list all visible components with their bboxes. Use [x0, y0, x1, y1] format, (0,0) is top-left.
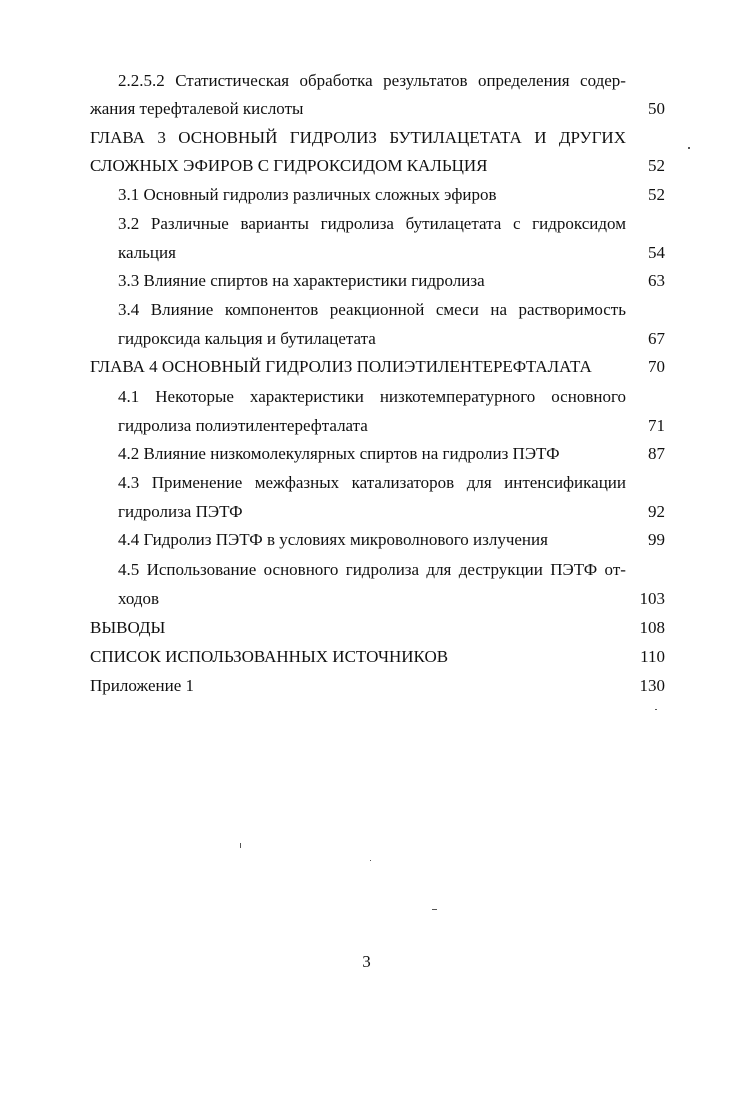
scan-speck	[370, 860, 371, 861]
word: гидролиза	[345, 560, 420, 579]
toc-entry-chapter-4: ГЛАВА 4 ОСНОВНЫЙ ГИДРОЛИЗ ПОЛИЭТИЛЕНТЕРЕФТАЛАТА	[90, 357, 592, 376]
toc-page-number: 130	[639, 676, 665, 695]
word: 2.2.5.2	[118, 71, 165, 90]
toc-entry-3-3: 3.3 Влияние спиртов на характеристики гидролиза	[118, 271, 485, 290]
word: результатов	[383, 71, 468, 90]
toc-page-number: 108	[639, 618, 665, 637]
word: 4.1	[118, 387, 140, 406]
word: гидролиза	[320, 214, 394, 233]
word: компонентов	[224, 300, 319, 319]
toc-entry-3-2-line1	[118, 214, 626, 234]
scan-speck	[240, 843, 241, 848]
word: ГИДРОЛИЗ	[289, 128, 377, 147]
word: ПЭТФ	[550, 560, 598, 579]
toc-page-number: 50	[648, 99, 665, 118]
word: от-	[604, 560, 626, 579]
toc-page-number: 99	[648, 530, 665, 549]
toc-page-number: 70	[648, 357, 665, 376]
scan-speck	[688, 147, 690, 149]
word: Применение	[151, 473, 243, 492]
word: 3.4	[118, 300, 140, 319]
word: Статистическая	[175, 71, 290, 90]
word: деструкции	[458, 560, 543, 579]
word: интенсификации	[504, 473, 626, 492]
toc-entry-references: СПИСОК ИСПОЛЬЗОВАННЫХ ИСТОЧНИКОВ	[90, 647, 449, 666]
word: катализаторов	[351, 473, 455, 492]
word: для	[426, 560, 452, 579]
toc-entry-4-5-line2: ходов	[118, 589, 160, 608]
toc-entry-4-2: 4.2 Влияние низкомолекулярных спиртов на гидролиз ПЭТФ	[118, 444, 560, 463]
word: содер-	[580, 71, 626, 90]
toc-entry-conclusions: ВЫВОДЫ	[90, 618, 166, 637]
word: Использование	[146, 560, 257, 579]
word: 4.5	[118, 560, 140, 579]
word: на	[490, 300, 507, 319]
toc-entry-2-2-5-2-line2: жания терефталевой кислоты	[90, 99, 304, 118]
word: растворимость	[518, 300, 626, 319]
toc-page-number: 71	[648, 416, 665, 435]
toc-entry-chapter-3-line2: СЛОЖНЫХ ЭФИРОВ С ГИДРОКСИДОМ КАЛЬЦИЯ	[90, 156, 488, 175]
toc-entry-4-4: 4.4 Гидролиз ПЭТФ в условиях микроволнового излучения	[118, 530, 548, 549]
toc-entry-3-4-line2: гидроксида кальция и бутилацетата	[118, 329, 376, 348]
toc-page-number: 110	[640, 647, 665, 666]
word: низкотемпературного	[379, 387, 536, 406]
word: ДРУГИХ	[558, 128, 626, 147]
toc-entry-3-2-line2: кальция	[118, 243, 176, 262]
word: бутилацетата	[405, 214, 502, 233]
scan-speck	[432, 909, 437, 910]
word: реакционной	[329, 300, 425, 319]
word: для	[466, 473, 492, 492]
word: Влияние	[150, 300, 214, 319]
word: с	[512, 214, 521, 233]
word: основного	[263, 560, 339, 579]
word: гидроксидом	[532, 214, 626, 233]
toc-page-number: 54	[648, 243, 665, 262]
page-number: 3	[362, 952, 371, 971]
toc-entry-3-4-line1	[118, 300, 626, 320]
toc-entry-chapter-3-line1	[90, 128, 626, 148]
word: варианты	[240, 214, 309, 233]
word: И	[534, 128, 547, 147]
toc-page-number: 92	[648, 502, 665, 521]
toc-entry-4-3-line2: гидролиза ПЭТФ	[118, 502, 243, 521]
toc-entry-4-1-line1	[118, 387, 626, 407]
toc-page-number: 103	[639, 589, 665, 608]
word: смеси	[435, 300, 479, 319]
toc-entry-4-1-line2: гидролиза полиэтилентерефталата	[118, 416, 368, 435]
toc-entry-4-3-line1	[118, 473, 626, 493]
toc-entry-2-2-5-2-line1	[118, 71, 626, 91]
word: 4.3	[118, 473, 140, 492]
word: БУТИЛАЦЕТАТА	[389, 128, 522, 147]
toc-entry-4-5-line1	[118, 560, 626, 580]
toc-entry-3-1: 3.1 Основный гидролиз различных сложных эфиров	[118, 185, 497, 204]
word: межфазных	[254, 473, 340, 492]
word: 3	[157, 128, 166, 147]
word: 3.2	[118, 214, 140, 233]
word: основного	[551, 387, 626, 406]
toc-entry-appendix-1: Приложение 1	[90, 676, 194, 695]
word: Различные	[150, 214, 229, 233]
toc-page-number: 52	[648, 185, 665, 204]
word: определения	[477, 71, 570, 90]
toc-page-number: 67	[648, 329, 665, 348]
toc-page-number: 63	[648, 271, 665, 290]
word: ГЛАВА	[90, 128, 145, 147]
toc-page-number: 52	[648, 156, 665, 175]
word: характеристики	[249, 387, 364, 406]
toc-page-number: 87	[648, 444, 665, 463]
word: обработка	[299, 71, 373, 90]
word: Некоторые	[155, 387, 234, 406]
scan-speck	[655, 709, 657, 710]
word: ОСНОВНЫЙ	[178, 128, 278, 147]
